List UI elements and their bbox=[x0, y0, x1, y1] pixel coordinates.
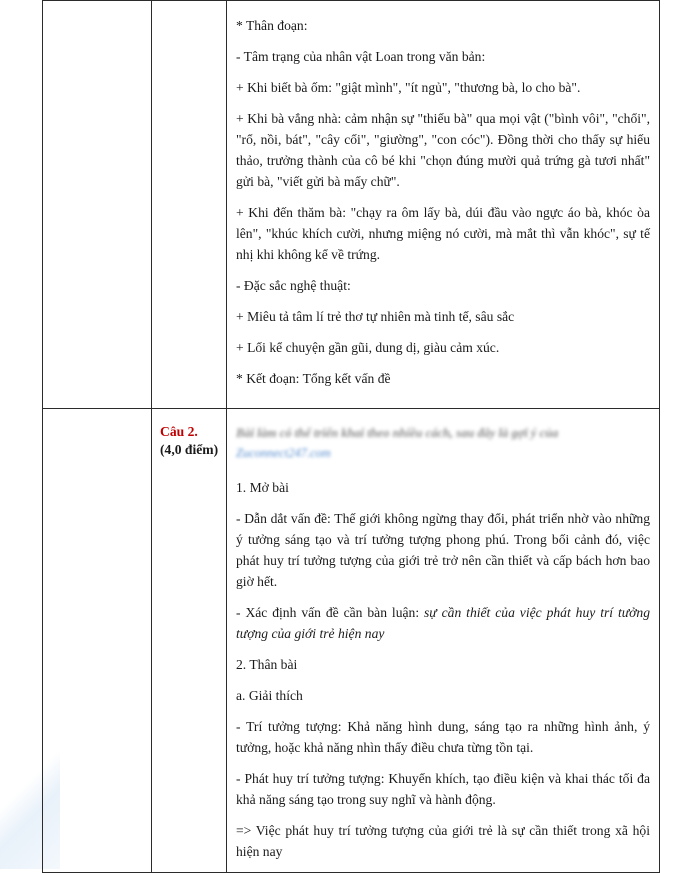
paragraph: - Trí tưởng tượng: Khả năng hình dung, sáng tạo ra những hình ảnh, ý tưởng, hoặc khả năng nhìn thấy điều chưa từng tồn tại. bbox=[236, 719, 650, 755]
paragraph: + Khi biết bà ốm: "giật mình", "ít ngủ", "thương bà, lo cho bà". bbox=[236, 80, 581, 95]
blurred-brand: Zuconnect247.com bbox=[236, 446, 331, 460]
table-row bbox=[43, 1, 660, 409]
paragraph: - Phát huy trí tưởng tượng: Khuyến khích, tạo điều kiện và khai thác tối đa khả năng sáng tạo trong suy nghĩ và hành động. bbox=[236, 771, 650, 807]
blurred-note-text: Bài làm có thể triển khai theo nhiều cách, sau đây là gợi ý của bbox=[236, 426, 559, 440]
empty-cell bbox=[152, 1, 227, 409]
blurred-note bbox=[236, 423, 650, 463]
paragraph: + Khi đến thăm bà: "chạy ra ôm lấy bà, dúi đầu vào ngực áo bà, khóc òa lên", "khúc khích cười, nhưng miệng nó cười, mà mắt thì vẫn khóc", sự tế nhị khi không kể về trứng. bbox=[236, 205, 650, 262]
table-row bbox=[43, 409, 660, 873]
paragraph: * Thân đoạn: bbox=[236, 18, 308, 33]
paragraph bbox=[236, 602, 650, 644]
explain-heading: a. Giải thích bbox=[236, 688, 303, 703]
question-number: Câu 2. bbox=[160, 424, 198, 439]
paragraph-italic: sự cần thiết của việc phát huy trí tưởng tượng của giới trẻ hiện nay bbox=[236, 605, 650, 641]
question2-content bbox=[227, 409, 659, 862]
paragraph: * Kết đoạn: Tổng kết vấn đề bbox=[236, 371, 391, 386]
paragraph-prefix: - Xác định vấn đề cần bàn luận: bbox=[236, 605, 425, 620]
answer-cell-section1 bbox=[227, 1, 660, 409]
question-label-cell bbox=[152, 409, 227, 873]
empty-cell bbox=[43, 1, 152, 409]
paragraph: + Khi bà vắng nhà: cảm nhận sự "thiếu bà" qua mọi vật ("bình vôi", "chổi", "rổ, nồi, bát", "cây cối", "giường", "con cóc"). Đồng thời cho thấy sự hiếu thảo, trưởng thành của cô bé khi "chọn đúng mười quả trứng gà tươi nhất" gửi bà, "viết gửi bà mấy chữ". bbox=[236, 111, 650, 189]
paragraph: - Tâm trạng của nhân vật Loan trong văn bản: bbox=[236, 49, 486, 64]
paragraph: + Lối kể chuyện gần gũi, dung dị, giàu cảm xúc. bbox=[236, 340, 500, 355]
intro-heading: 1. Mở bài bbox=[236, 480, 289, 495]
paragraph: + Miêu tả tâm lí trẻ thơ tự nhiên mà tinh tế, sâu sắc bbox=[236, 309, 515, 324]
section1-content bbox=[227, 1, 659, 389]
body-heading: 2. Thân bài bbox=[236, 657, 298, 672]
answer-cell-question2 bbox=[227, 409, 660, 873]
paragraph: - Đặc sắc nghệ thuật: bbox=[236, 278, 351, 293]
answer-table bbox=[42, 0, 660, 873]
question-points: (4,0 điểm) bbox=[160, 442, 219, 457]
paragraph: - Dẫn dắt vấn đề: Thế giới không ngừng thay đổi, phát triển nhờ vào những ý tưởng sáng tạo và trí tưởng tượng phong phú. Trong bối cảnh đó, việc phát huy trí tưởng tượng của giới trẻ trở nên cần thiết và cấp bách hơn bao giờ hết. bbox=[236, 511, 650, 589]
paragraph: => Việc phát huy trí tưởng tượng của giới trẻ là sự cần thiết trong xã hội hiện nay bbox=[236, 823, 650, 859]
empty-cell bbox=[43, 409, 152, 873]
